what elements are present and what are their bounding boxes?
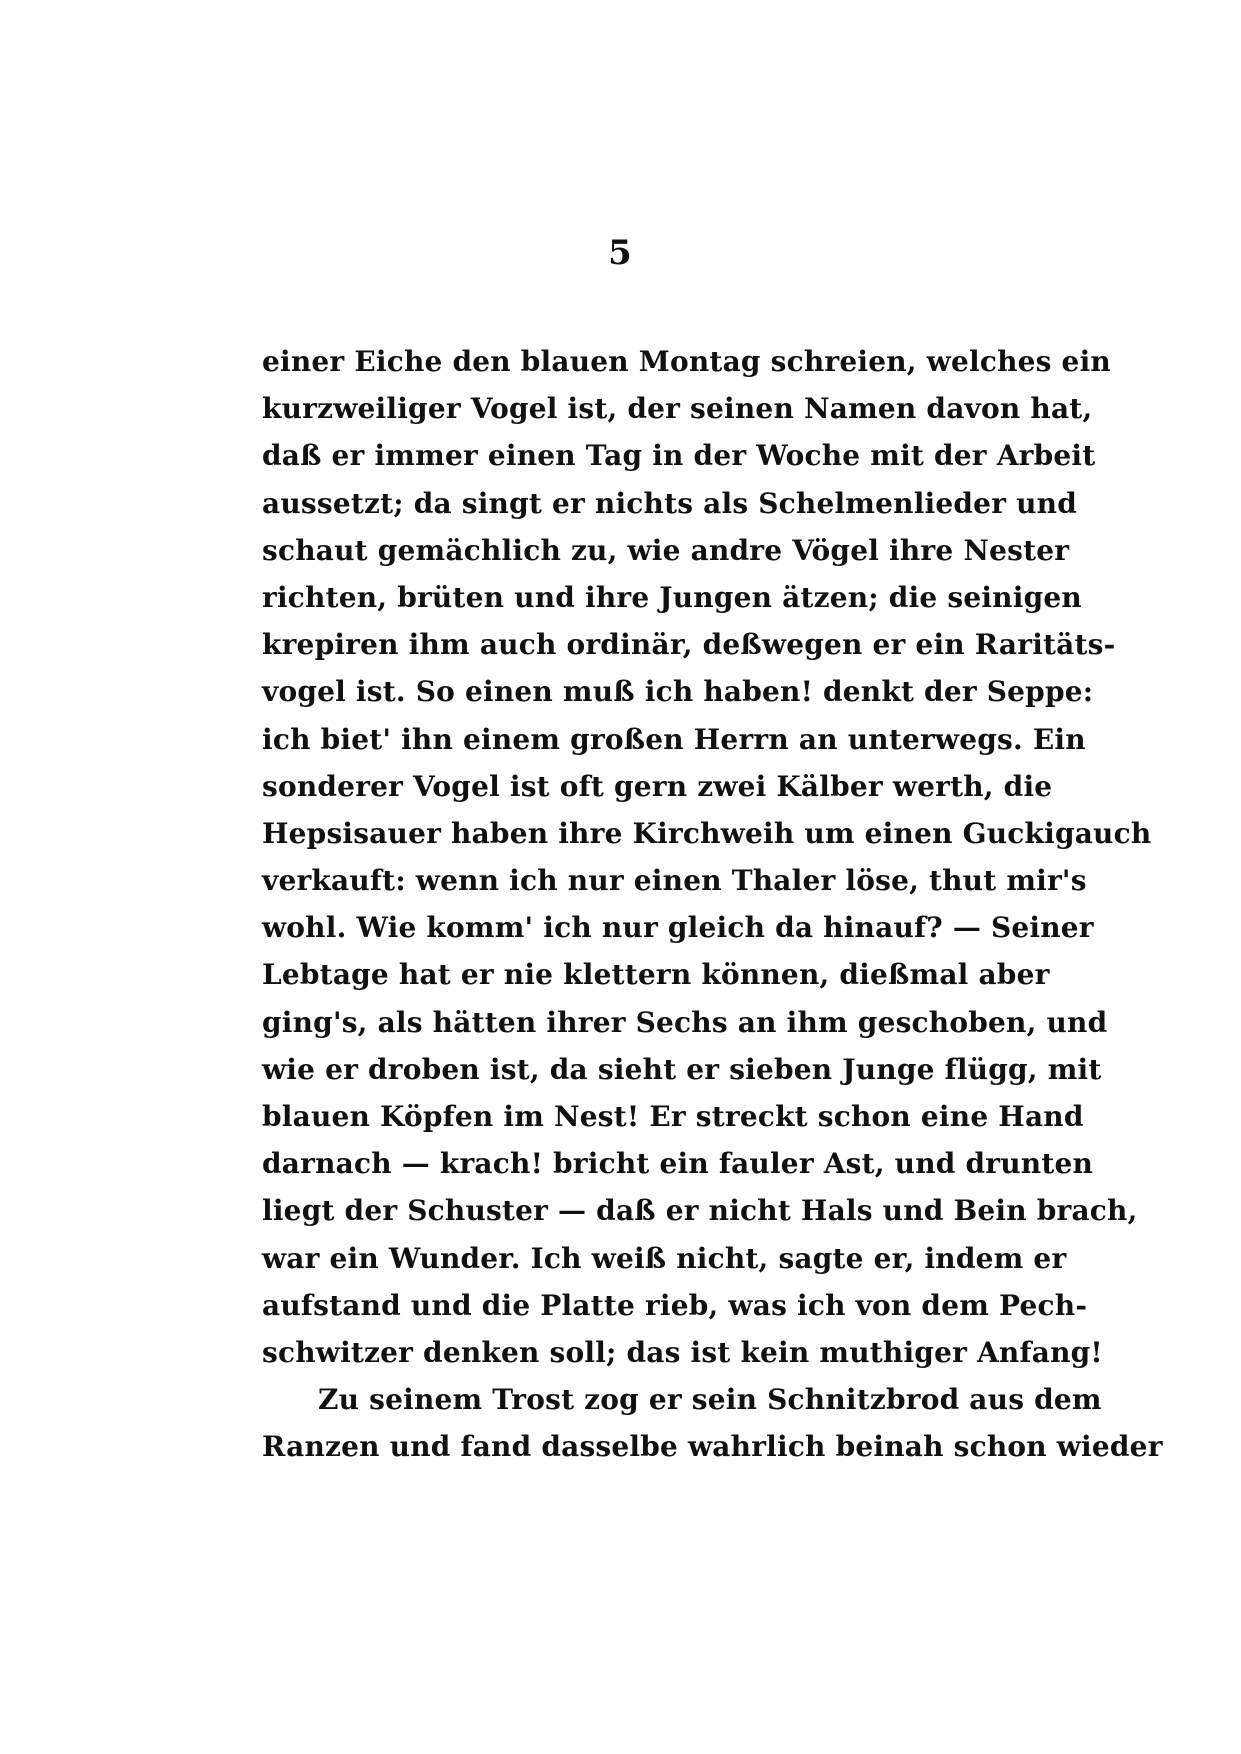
- text-line: Ranzen und fand dasselbe wahrlich beinah schon wieder: [262, 1430, 1163, 1464]
- text-line: aufstand und die Platte rieb, was ich von dem Pech-: [262, 1288, 1088, 1322]
- text-line: Lebtage hat er nie klettern können, dießmal aber: [262, 958, 1050, 992]
- page-number: 5: [608, 233, 632, 273]
- body-text: [262, 338, 1163, 1471]
- text-line: richten, brüten und ihre Jungen ätzen; die seinigen: [262, 580, 1082, 614]
- text-line: blauen Köpfen im Nest! Er streckt schon eine Hand: [262, 1100, 1084, 1133]
- text-line: daß er immer einen Tag in der Woche mit der Arbeit: [262, 439, 1096, 473]
- text-line: sonderer Vogel ist oft gern zwei Kälber werth, die: [262, 769, 1053, 803]
- text-line: schaut gemächlich zu, wie andre Vögel ihre Nester: [262, 533, 1070, 567]
- text-line: ging's, als hätten ihrer Sechs an ihm geschoben, und: [262, 1005, 1108, 1039]
- text-line: krepiren ihm auch ordinär, deßwegen er ein Raritäts-: [262, 628, 1116, 662]
- text-line: aussetzt; da singt er nichts als Schelmenlieder und: [262, 486, 1077, 520]
- text-line: wie er droben ist, da sieht er sieben Junge flügg, mit: [262, 1052, 1102, 1086]
- text-line: Hepsisauer haben ihre Kirchweih um einen Guckigauch: [262, 816, 1152, 850]
- text-line: verkauft: wenn ich nur einen Thaler löse, thut mir's: [262, 864, 1087, 898]
- text-line: schwitzer denken soll; das ist kein muthiger Anfang!: [262, 1335, 1103, 1369]
- text-line: einer Eiche den blauen Montag schreien, welches ein: [262, 345, 1111, 378]
- text-line: kurzweiliger Vogel ist, der seinen Namen davon hat,: [262, 392, 1093, 426]
- text-line: wohl. Wie komm' ich nur gleich da hinauf? — Seiner: [262, 911, 1094, 945]
- text-line: ich biet' ihn einem großen Herrn an unterwegs. Ein: [262, 722, 1086, 756]
- text-line: liegt der Schuster — daß er nicht Hals und Bein brach,: [262, 1194, 1138, 1228]
- paragraph-first-line: Zu seinem Trost zog er sein Schnitzbrod aus dem: [318, 1383, 1102, 1417]
- text-line: darnach — krach! bricht ein fauler Ast, und drunten: [262, 1147, 1094, 1181]
- text-line: war ein Wunder. Ich weiß nicht, sagte er, indem er: [262, 1241, 1067, 1275]
- text-line: vogel ist. So einen muß ich haben! denkt der Seppe:: [262, 675, 1094, 709]
